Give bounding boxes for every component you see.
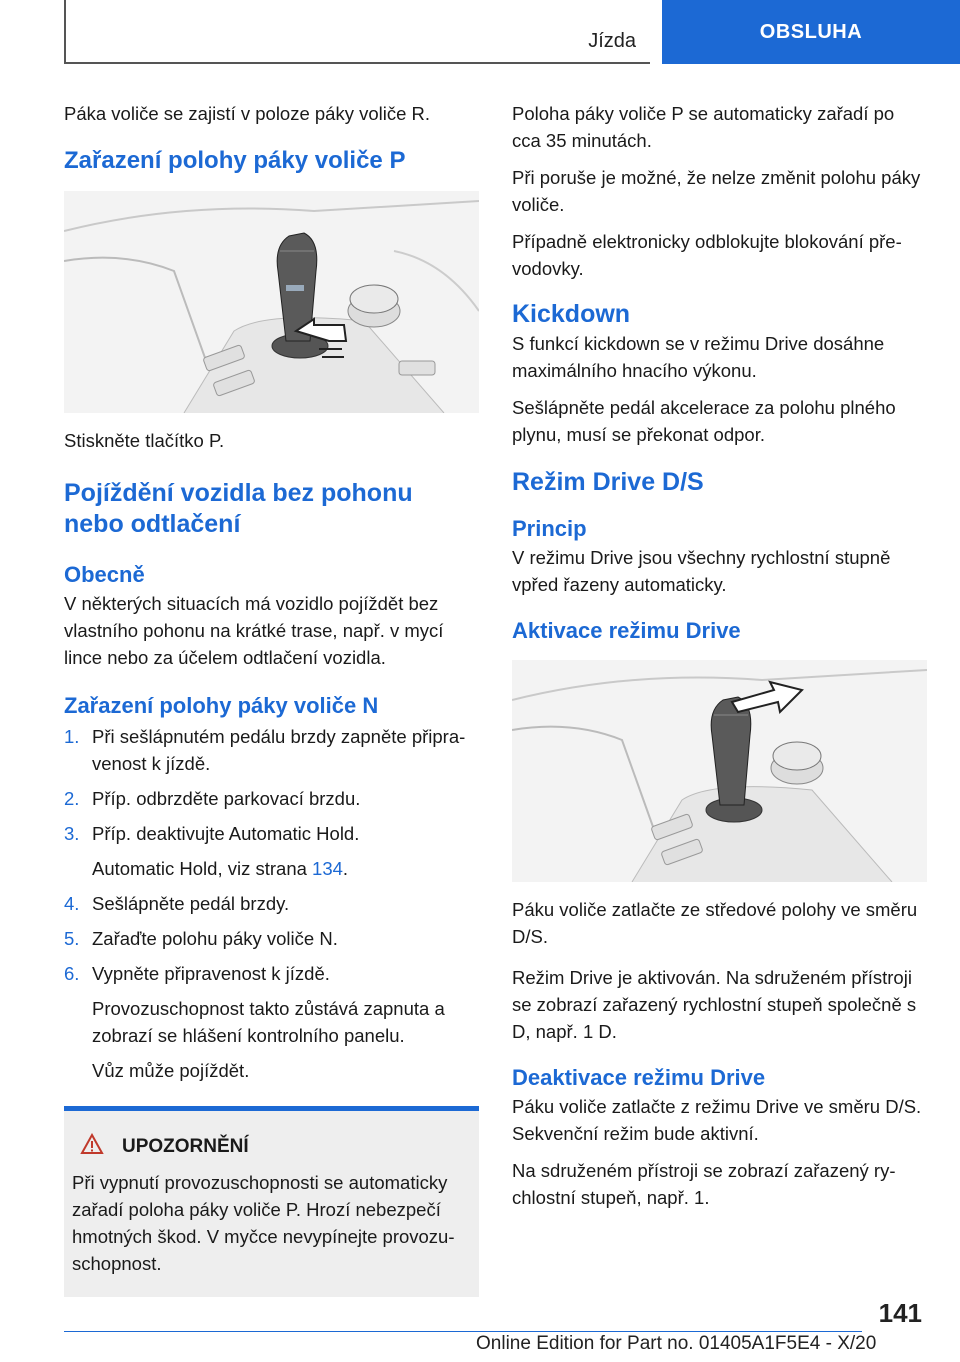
header-rule-vertical <box>64 0 66 62</box>
unlock-text: Případně elektronicky odblokujte blokování převodovky. <box>512 231 902 279</box>
selector-lever-p-image <box>64 191 479 413</box>
footer-rule <box>64 1331 862 1332</box>
heading-activate-drive: Aktivace režimu Drive <box>512 618 741 643</box>
heading-drive-mode: Režim Drive D/S <box>512 468 704 496</box>
deactivate-text-1: Páku voliče zatlačte z režimu Drive ve směru D/S. Sekvenční režim bude aktivní. <box>512 1096 922 1144</box>
heading-select-p: Zařazení polohy páky voliče P <box>64 147 406 174</box>
list-item: 4. Sešlápněte pedál brzdy. <box>64 893 290 914</box>
auto-p-text: Poloha páky voliče P se automaticky zařadí po cca 35 minutách. <box>512 103 895 151</box>
right-column <box>512 100 927 1221</box>
kickdown-text-2: Sešlápněte pedál akcelerace za polohu plného plynu, musí se překonat odpor. <box>512 397 896 445</box>
step3-note: Automatic Hold, viz strana 134. <box>92 858 349 879</box>
steps-list-cont <box>64 890 479 987</box>
warning-box <box>64 1106 479 1297</box>
step6-note-2: Vůz může pojíždět. <box>92 1060 250 1081</box>
general-text: V některých situacích má vozidlo pojíždět bez vlastního pohonu na krátké trase, např. v mycí lince nebo za účelem odtlačení vozidla. <box>64 593 444 668</box>
list-item: 6. Vypněte připravenost k jízdě. <box>64 963 330 984</box>
step6-note-1: Provozuschopnost takto zůstává zapnuta a zobrazí se hlášení kontrolního panelu. <box>92 998 445 1046</box>
header-section-title: Jízda <box>588 30 636 52</box>
footer-edition: Online Edition for Part no. 01405A1F5E4 - X/20 <box>476 1333 877 1354</box>
principle-text: V režimu Drive jsou všechny rychlostní stupně vpřed řazeny automaticky. <box>512 547 891 595</box>
fault-text: Při poruše je možné, že nelze změnit polohu páky voliče. <box>512 167 921 215</box>
steps-list <box>64 723 479 847</box>
activate-text-2: Režim Drive je aktivován. Na sdruženém přístroji se zobrazí zařazený rychlostní stupeň společně s D, např. 1 D. <box>512 967 917 1042</box>
left-column <box>64 100 479 1297</box>
header-chapter-tab[interactable]: OBSLUHA <box>662 0 960 64</box>
intro-text: Páka voliče se zajistí v poloze páky voliče R. <box>64 103 431 124</box>
activate-text-1: Páku voliče zatlačte ze středové polohy ve směru D/S. <box>512 899 918 947</box>
caption-press-p: Stiskněte tlačítko P. <box>64 430 225 451</box>
heading-principle: Princip <box>512 516 587 541</box>
selector-lever-drive-image <box>512 660 927 882</box>
header-rule <box>64 62 650 64</box>
list-item: 2. Příp. odbrzděte parkovací brzdu. <box>64 788 361 809</box>
list-item: 3. Příp. deaktivujte Automatic Hold. <box>64 823 360 844</box>
heading-general: Obecně <box>64 562 145 587</box>
deactivate-text-2: Na sdruženém přístroji se zobrazí zařazený rychlostní stupeň, např. 1. <box>512 1160 896 1208</box>
heading-kickdown: Kickdown <box>512 300 631 328</box>
list-item: 5. Zařaďte polohu páky voliče N. <box>64 928 338 949</box>
list-item: 1. Při sešlápnutém pedálu brzdy zapněte připravenost k jízdě. <box>64 726 466 774</box>
heading-deactivate-drive: Deaktivace režimu Drive <box>512 1065 766 1090</box>
warning-title: UPOZORNĚNÍ <box>122 1136 249 1157</box>
heading-select-n: Zařazení polohy páky voliče N <box>64 693 379 718</box>
page-number: 141 <box>878 1298 922 1328</box>
warning-text: Při vypnutí provozuschopnosti se automaticky zařadí poloha páky voliče P. Hrozí nebezpečí hmotných škod. V myčce nevypínejte provozuschopnost. <box>72 1172 455 1274</box>
kickdown-text-1: S funkcí kickdown se v režimu Drive dosáhne maximálního hnacího výkonu. <box>512 333 885 381</box>
warning-triangle-icon <box>80 1133 104 1161</box>
heading-towing: Pojíždění vozidla bez pohonu nebo odtlačení <box>64 479 413 538</box>
page-link-134[interactable]: 134 <box>312 858 343 879</box>
